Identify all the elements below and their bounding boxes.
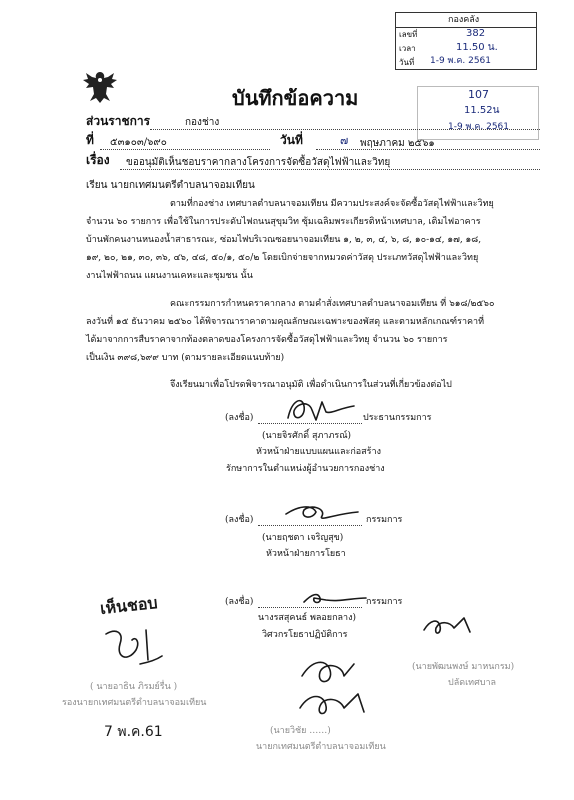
signature-2-name: (นายฤชตา เจริญสุข) [262, 533, 344, 543]
ref-value: ๕๓๑๐๓/๖๙๐ [110, 137, 167, 148]
center-signer-position: นายกเทศมนตรีตำบลนาจอมเทียน [256, 742, 386, 752]
para1-line3: บ้านพักคนงานหนองน้ำสาธารณะ, ซ่อมไฟบริเวณซอยนาจอมเทียน ๑, ๒, ๓, ๔, ๖, ๘, ๑๐-๑๔, ๑๗, ๑๘, [86, 235, 482, 245]
signature-1-dotline [258, 423, 362, 424]
para2-line3: ได้มาจากการสืบราคาจากท้องตลาดของโครงการจัดซื้อวัสดุไฟฟ้าและวิทยุ จำนวน ๖๐ รายการ [86, 335, 448, 345]
para2-line2: ลงวันที่ ๑๕ ธันวาคม ๒๕๖๐ ได้พิจารณาราคาตามคุณลักษณะเฉพาะของพัสดุ และตามหลักเกณฑ์ราคาที่ [86, 317, 485, 327]
date-label: วันที่ [280, 133, 303, 147]
signature-3-position: วิศวกรโยธาปฏิบัติการ [262, 630, 348, 640]
signature-3-label: (ลงชื่อ) [225, 597, 254, 607]
signature-2-icon [282, 500, 362, 526]
signature-1-icon [282, 394, 362, 424]
signature-2-dotline [258, 525, 362, 526]
left-approval-note: เห็นชอบ [99, 593, 159, 618]
para2-line1: คณะกรรมการกำหนดราคากลาง ตามคำสั่งเทศบาลตำบลนาจอมเทียน ที่ ๖๑๘/๒๕๖๐ [170, 299, 495, 309]
stamp-number-value: 382 [466, 28, 486, 39]
agency-label: ส่วนราชการ [86, 114, 151, 128]
left-approval-date: 7 พ.ค.61 [104, 724, 163, 740]
signature-2-role: กรรมการ [366, 515, 403, 525]
subject-label: เรื่อง [86, 153, 110, 167]
center-signature-icon [292, 650, 382, 726]
signature-1-position-2: รักษาการในตำแหน่งผู้อำนวยการกองช่าง [226, 464, 385, 474]
para1-line1: ตามที่กองช่าง เทศบาลตำบลนาจอมเทียน มีความประสงค์จะจัดซื้อวัสดุไฟฟ้าและวิทยุ [170, 199, 494, 209]
signature-1-name: (นายจิรศักดิ์ สุภาภรณ์) [262, 431, 352, 441]
stamp2-number: 107 [468, 88, 489, 101]
ref-dotline [100, 149, 270, 150]
garuda-emblem-icon [80, 68, 120, 106]
signature-3-name: นางรสสุคนธ์ พลอยกลาง) [258, 613, 356, 623]
signature-2-label: (ลงชื่อ) [225, 515, 254, 525]
right-signer-name: (นายพัฒนพงษ์ มาหนกรม) [412, 662, 515, 672]
stamp-number-label: เลขที่ [399, 30, 418, 39]
signature-1-position: หัวหน้าฝ่ายแบบแผนและก่อสร้าง [256, 447, 381, 457]
stamp-org: กองคลัง [448, 15, 480, 25]
right-signer-position: ปลัดเทศบาล [448, 678, 497, 688]
signature-1-role: ประธานกรรมการ [363, 413, 432, 423]
right-signature-icon [420, 612, 480, 642]
date-dotline [316, 149, 540, 150]
stamp-time-label: เวลา [399, 44, 416, 53]
subject-value: ขออนุมัติเห็นชอบราคากลางโครงการจัดซื้อวัสดุไฟฟ้าและวิทยุ [126, 157, 391, 168]
agency-value: กองช่าง [185, 117, 220, 128]
date-day: ๗ [340, 134, 349, 147]
stamp-date-value: 1-9 พ.ค. 2561 [430, 56, 492, 66]
agency-dotline [150, 129, 540, 130]
stamp2-date: 1-9 พ.ค. 2561 [448, 122, 510, 132]
center-signer-name: (นายวิชัย ……) [270, 726, 331, 736]
ref-label: ที่ [86, 133, 94, 147]
signature-3-role: กรรมการ [366, 597, 403, 607]
subject-dotline [120, 169, 540, 170]
para3-line1: จึงเรียนมาเพื่อโปรดพิจารณาอนุมัติ เพื่อดำเนินการในส่วนที่เกี่ยวข้องต่อไป [170, 380, 452, 390]
signature-3-dotline [258, 607, 362, 608]
signature-2-position: หัวหน้าฝ่ายการโยธา [266, 549, 346, 559]
stamp2-time: 11.52น [464, 105, 500, 116]
para1-line2: จำนวน ๖๐ รายการ เพื่อใช้ในการประดับไฟถนนสุขุมวิท ซุ้มเฉลิมพระเกียรติหน้าเทศบาล, เติมไฟอาคาร [86, 217, 481, 227]
para2-line4: เป็นเงิน ๓๙๘,๖๙๙ บาท (ตามรายละเอียดแนบท้าย) [86, 353, 285, 363]
memo-title: บันทึกข้อความ [232, 86, 359, 110]
date-value: พฤษภาคม ๒๕๖๑ [360, 138, 435, 149]
stamp-date-label: วันที่ [399, 58, 415, 67]
signature-1-label: (ลงชื่อ) [225, 413, 254, 423]
left-signature-icon [96, 624, 166, 668]
salutation: เรียน นายกเทศมนตรีตำบลนาจอมเทียน [86, 180, 255, 191]
left-signer-position: รองนายกเทศมนตรีตำบลนาจอมเทียน [62, 698, 207, 708]
second-stamp [417, 86, 539, 140]
stamp-time-value: 11.50 น. [456, 42, 498, 53]
left-signer-name: ( นายอาธิน ภิรมย์รื่น ) [90, 682, 178, 692]
signature-3-icon [300, 586, 370, 608]
para1-line5: งานไฟฟ้าถนน แผนงานเคหะและชุมชน นั้น [86, 271, 253, 281]
para1-line4: ๑๙, ๒๐, ๒๑, ๓๐, ๓๖, ๔๖, ๔๘, ๕๐/๑, ๕๐/๒ โดยเบิกจ่ายจากหมวดค่าวัสดุ ประเภทวัสดุไฟฟ้าและวิทยุ [86, 253, 479, 263]
receiving-stamp [395, 12, 537, 70]
